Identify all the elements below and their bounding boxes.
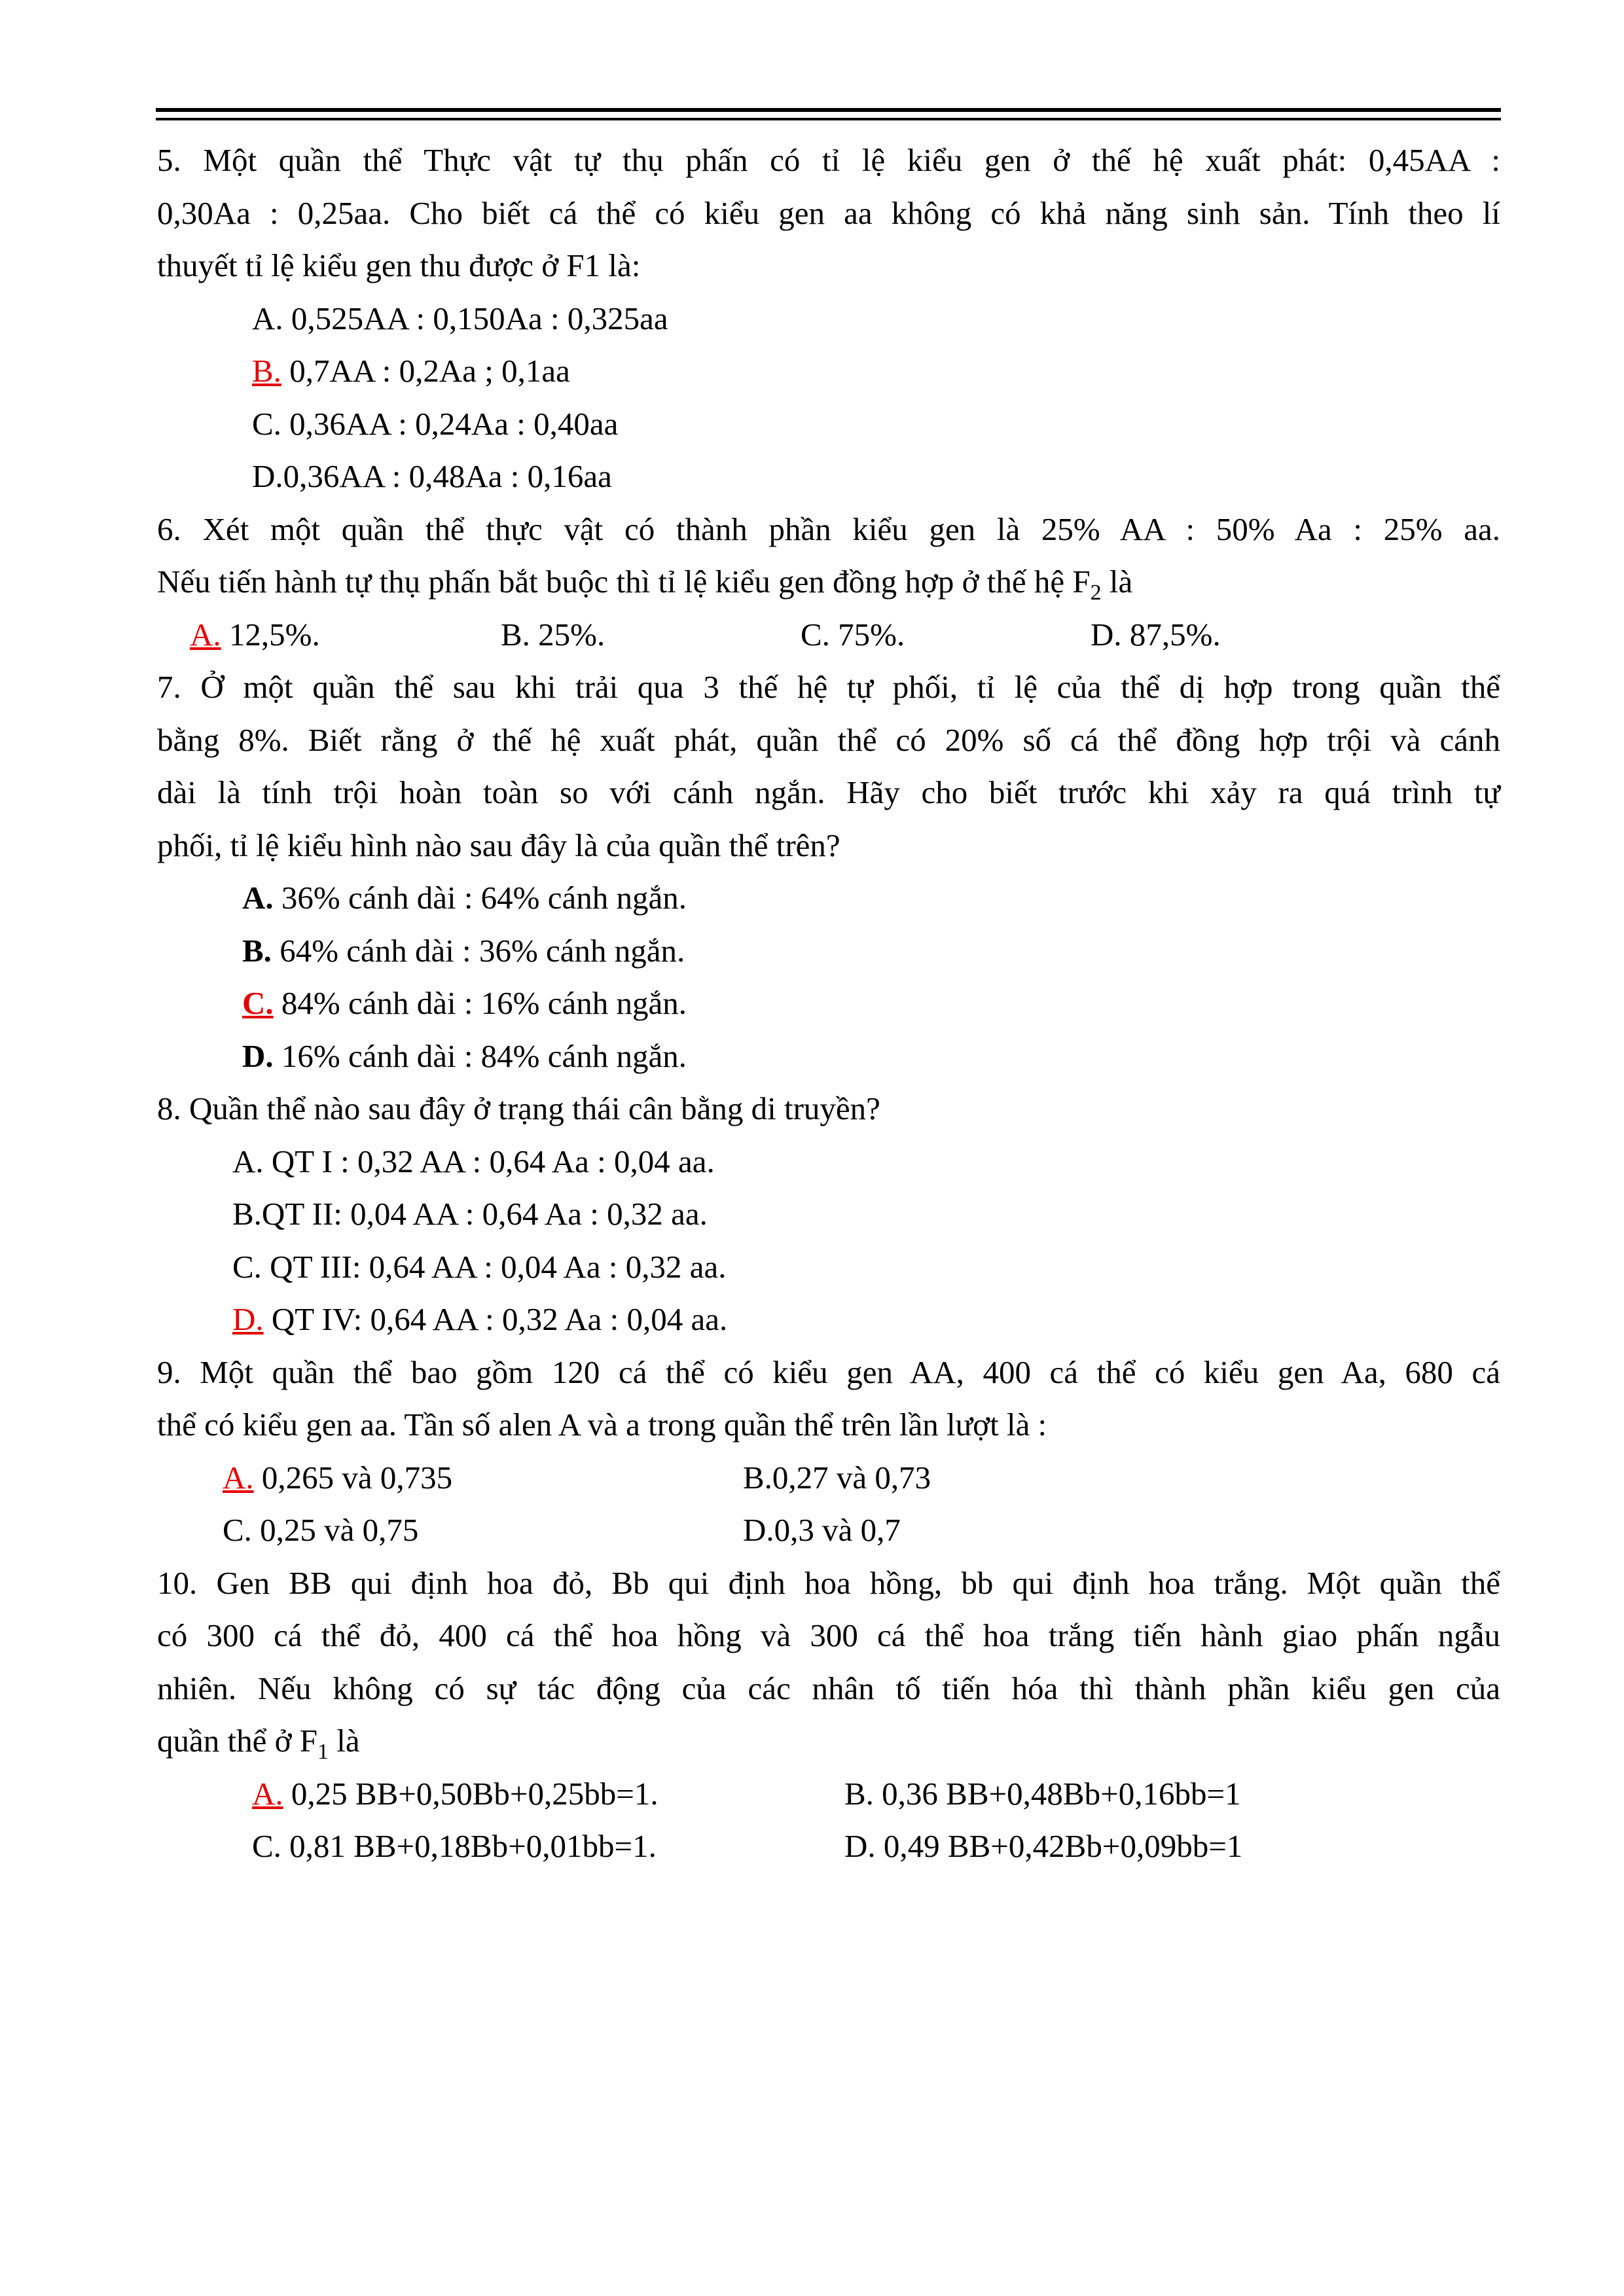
question-9 (157, 1346, 1500, 1557)
option-d (157, 1030, 1500, 1083)
option-a: A. 0,525AA : 0,150Aa : 0,325aa (252, 300, 668, 336)
answer-marker: A. (252, 1775, 283, 1812)
option-a (252, 1768, 844, 1821)
question-stem-line: 5. Một quần thể Thực vật tự thụ phấn có tỉ lệ kiểu gen ở thế hệ xuất phát: 0,45AA : (157, 142, 1500, 178)
question-stem-line: phối, tỉ lệ kiểu hình nào sau đây là của quần thể trên? (157, 827, 840, 863)
question-8 (157, 1083, 1500, 1346)
subscript: 1 (317, 1739, 329, 1764)
question-stem-line: nhiên. Nếu không có sự tác động của các nhân tố tiến hóa thì thành phần kiểu gen của (157, 1670, 1500, 1706)
question-stem-line: 10. Gen BB qui định hoa đỏ, Bb qui định hoa hồng, bb qui định hoa trắng. Một quần thể (157, 1564, 1500, 1601)
option-b: B. 25%. (501, 616, 605, 653)
option-text: 36% cánh dài : 64% cánh ngắn. (273, 880, 687, 916)
option-b: B.QT II: 0,04 AA : 0,64 Aa : 0,32 aa. (232, 1196, 708, 1232)
question-stem-line: 8. Quần thể nào sau đây ở trạng thái cân bằng di truyền? (157, 1090, 880, 1126)
option-letter: D. (242, 1037, 274, 1074)
answer-marker: B. (252, 353, 281, 389)
option-text: 0,265 và 0,735 (253, 1459, 453, 1496)
option-c: C. 0,36AA : 0,24Aa : 0,40aa (252, 405, 619, 442)
option-c: C. 75%. (801, 616, 905, 653)
question-sheet (157, 134, 1500, 1873)
question-stem-line (157, 1715, 1500, 1768)
option-a (190, 609, 501, 662)
question-stem-line: dài là tính trội hoàn toàn so với cánh ngắn. Hãy cho biết trước khi xảy ra quá trình tự (157, 774, 1500, 810)
question-stem-line: 9. Một quần thể bao gồm 120 cá thể có kiểu gen AA, 400 cá thể có kiểu gen Aa, 680 cá (157, 1354, 1500, 1390)
option-text: 0,25 BB+0,50Bb+0,25bb=1. (283, 1775, 659, 1812)
question-stem-line (157, 556, 1500, 609)
question-6 (157, 503, 1500, 662)
answer-marker: A. (190, 616, 221, 653)
option-c: C. QT III: 0,64 AA : 0,04 Aa : 0,32 aa. (232, 1248, 727, 1285)
stem-text: là (1101, 564, 1133, 600)
option-text: 16% cánh dài : 84% cánh ngắn. (273, 1037, 687, 1074)
question-10 (157, 1557, 1500, 1873)
option-c: C. 0,81 BB+0,18Bb+0,01bb=1. (252, 1828, 657, 1864)
option-text: 0,7AA : 0,2Aa ; 0,1aa (281, 353, 570, 389)
option-a (223, 1452, 743, 1505)
option-d: D.0,36AA : 0,48Aa : 0,16aa (252, 458, 612, 494)
question-stem-line: thuyết tỉ lệ kiểu gen thu được ở F1 là: (157, 247, 641, 283)
options-row (157, 1768, 1500, 1821)
option-letter: A. (242, 880, 274, 916)
options-row (157, 609, 1500, 662)
answer-marker: D. (232, 1301, 264, 1337)
option-text: 84% cánh dài : 16% cánh ngắn. (273, 985, 687, 1021)
stem-text: là (329, 1723, 360, 1759)
option-b (157, 925, 1500, 978)
answer-marker: C. (242, 985, 274, 1021)
option-d: D. 0,49 BB+0,42Bb+0,09bb=1 (844, 1828, 1243, 1864)
option-c (157, 977, 1500, 1030)
question-5 (157, 134, 1500, 503)
option-a (157, 872, 1500, 925)
option-text: QT IV: 0,64 AA : 0,32 Aa : 0,04 aa. (263, 1301, 728, 1337)
header-rule-thin (156, 118, 1501, 120)
stem-text: quần thể ở F (157, 1723, 318, 1759)
option-a: A. QT I : 0,32 AA : 0,64 Aa : 0,04 aa. (232, 1143, 715, 1179)
option-letter: B. (242, 932, 272, 969)
question-stem-line: thể có kiểu gen aa. Tần số alen A và a trong quần thể trên lần lượt là : (157, 1407, 1047, 1443)
options-row (157, 1452, 1500, 1505)
option-b: B.0,27 và 0,73 (743, 1459, 931, 1496)
option-b: B. 0,36 BB+0,48Bb+0,16bb=1 (844, 1775, 1241, 1812)
option-c: C. 0,25 và 0,75 (223, 1512, 419, 1548)
question-stem-line: có 300 cá thể đỏ, 400 cá thể hoa hồng và 300 cá thể hoa trắng tiến hành giao phấn ngẫu (157, 1617, 1500, 1653)
question-stem-line: 7. Ở một quần thể sau khi trải qua 3 thế hệ tự phối, tỉ lệ của thể dị hợp trong quần thể (157, 669, 1500, 705)
question-7 (157, 661, 1500, 1083)
option-d: D.0,3 và 0,7 (743, 1512, 901, 1548)
options-row (157, 1820, 1500, 1873)
option-text: 64% cánh dài : 36% cánh ngắn. (271, 932, 685, 969)
option-d: D. 87,5%. (1091, 616, 1221, 653)
stem-text: Nếu tiến hành tự thụ phấn bắt buộc thì tỉ lệ kiểu gen đồng hợp ở thế hệ F (157, 564, 1091, 600)
option-d (157, 1293, 1500, 1346)
option-b (157, 345, 1500, 398)
question-stem-line: 6. Xét một quần thể thực vật có thành phần kiểu gen là 25% AA : 50% Aa : 25% aa. (157, 511, 1500, 547)
header-rule-thick (156, 108, 1501, 112)
question-stem-line: 0,30Aa : 0,25aa. Cho biết cá thể có kiểu gen aa không có khả năng sinh sản. Tính theo lí (157, 194, 1500, 231)
question-stem-line: bằng 8%. Biết rằng ở thế hệ xuất phát, quần thể có 20% số cá thể đồng hợp trội và cánh (157, 721, 1500, 758)
option-text: 12,5%. (221, 616, 320, 653)
answer-marker: A. (223, 1459, 254, 1496)
subscript: 2 (1090, 580, 1102, 605)
options-row (157, 1504, 1500, 1557)
